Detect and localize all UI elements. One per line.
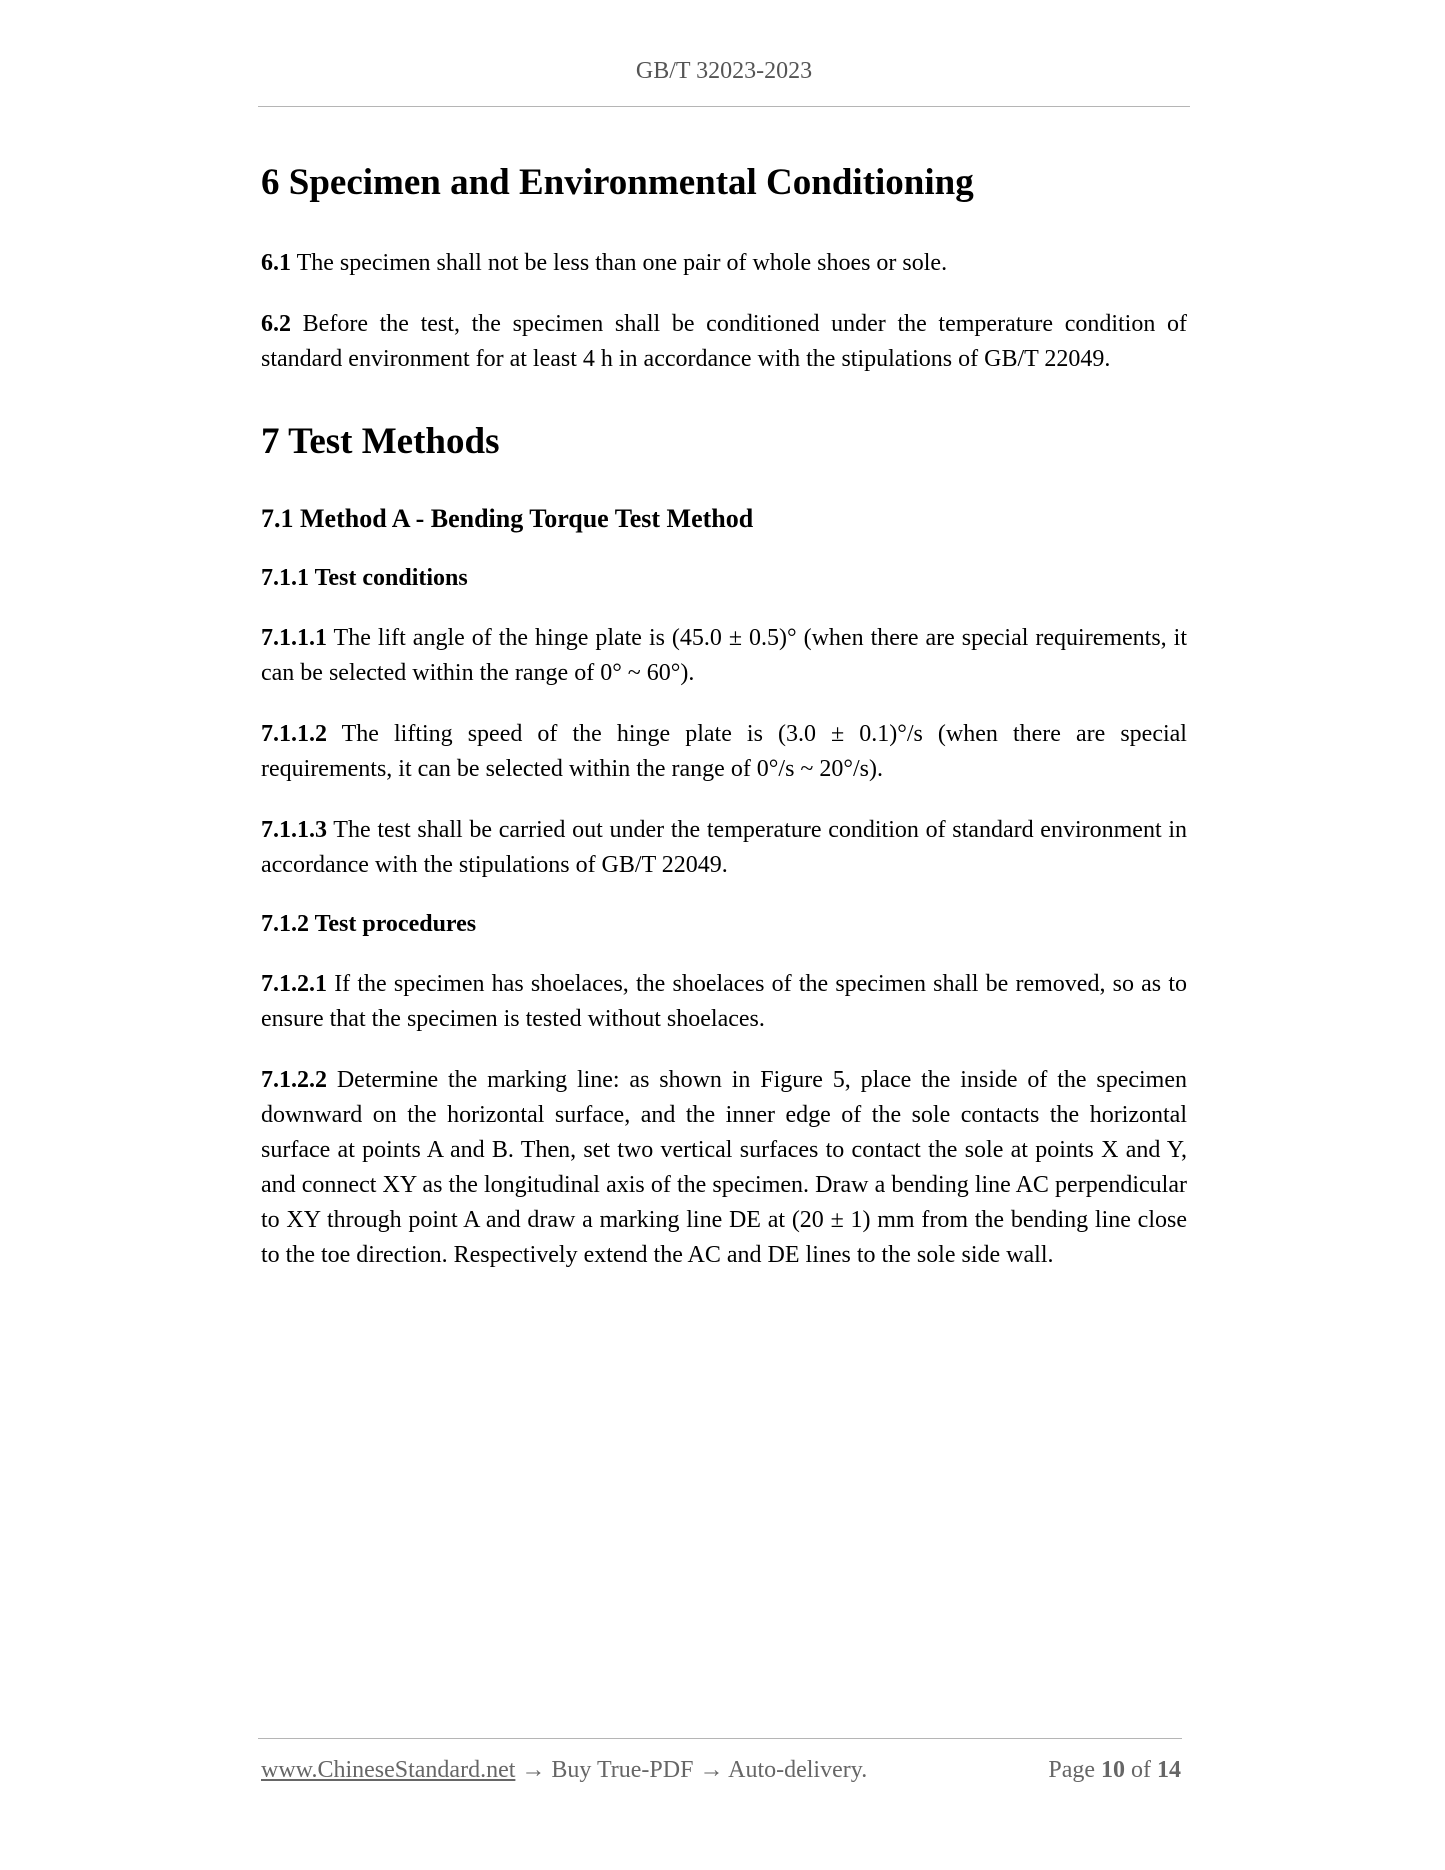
document-body: [261, 158, 1187, 1273]
page-current: 10: [1101, 1757, 1125, 1783]
promo-text: → Buy True-PDF → Auto-delivery.: [515, 1757, 868, 1783]
clause-text: The specimen shall not be less than one pair of whole shoes or sole.: [296, 250, 948, 276]
clause-7-1-1-3: [261, 813, 1187, 883]
clause-7-1-2-2: [261, 1063, 1187, 1273]
page-label: Page: [1048, 1757, 1095, 1783]
section-7-heading: 7 Test Methods: [261, 421, 500, 462]
clause-text: Determine the marking line: as shown in Figure 5, place the inside of the specimen downward on the horizontal surface, and the inner edge of the sole contacts the horizontal surface at points A and B. Then, set two vertical surfaces to contact the sole at points X and Y, and connect XY as the longitudinal axis of the specimen. Draw a bending line AC perpendicular to XY through point A and draw a marking line DE at (20 ± 1) mm from the bending line close to the toe direction. Respectively extend the AC and DE lines to the sole side wall.: [261, 1067, 1188, 1268]
clause-7-1-1-2: [261, 717, 1187, 787]
footer-promo: [261, 1757, 867, 1784]
clause-6-1: [261, 246, 1187, 281]
page-total: 14: [1157, 1757, 1181, 1783]
section-7-1-heading: 7.1 Method A - Bending Torque Test Method: [261, 504, 754, 533]
clause-text: The lifting speed of the hinge plate is (3.0 ± 0.1)°/s (when there are special requirements, it can be selected within the range of 0°/s ~ 20°/s).: [261, 721, 1187, 782]
standard-code: GB/T 32023-2023: [635, 58, 813, 84]
clause-number: 6.1: [261, 250, 291, 276]
section-7-1-2-heading: 7.1.2 Test procedures: [261, 911, 477, 937]
clause-number: 7.1.2.1: [261, 971, 327, 997]
page-of: of: [1131, 1757, 1151, 1783]
clause-text: If the specimen has shoelaces, the shoelaces of the specimen shall be removed, so as to ensure that the specimen is tested without shoelaces.: [261, 971, 1187, 1032]
header-divider: [258, 106, 1190, 107]
section-6-heading: 6 Specimen and Environmental Conditioning: [261, 162, 974, 203]
page-indicator: [1048, 1757, 1181, 1784]
site-link[interactable]: www.ChineseStandard.net: [261, 1757, 516, 1783]
clause-text: The lift angle of the hinge plate is (45.0 ± 0.5)° (when there are special requirements, it can be selected within the range of 0° ~ 60°).: [261, 625, 1187, 686]
footer-divider: [258, 1738, 1182, 1739]
clause-text: Before the test, the specimen shall be conditioned under the temperature condition of standard environment for at least 4 h in accordance with the stipulations of GB/T 22049.: [261, 311, 1188, 372]
clause-number: 7.1.1.2: [261, 721, 327, 747]
clause-number: 7.1.2.2: [261, 1067, 327, 1093]
clause-7-1-1-1: [261, 621, 1187, 691]
section-7-1-1-heading: 7.1.1 Test conditions: [261, 565, 468, 591]
clause-number: 7.1.1.3: [261, 817, 327, 843]
clause-number: 6.2: [261, 311, 291, 337]
clause-number: 7.1.1.1: [261, 625, 327, 651]
clause-7-1-2-1: [261, 967, 1187, 1037]
page-header: [258, 58, 1190, 85]
clause-text: The test shall be carried out under the temperature condition of standard environment in accordance with the stipulations of GB/T 22049.: [261, 817, 1187, 878]
clause-6-2: [261, 307, 1187, 377]
